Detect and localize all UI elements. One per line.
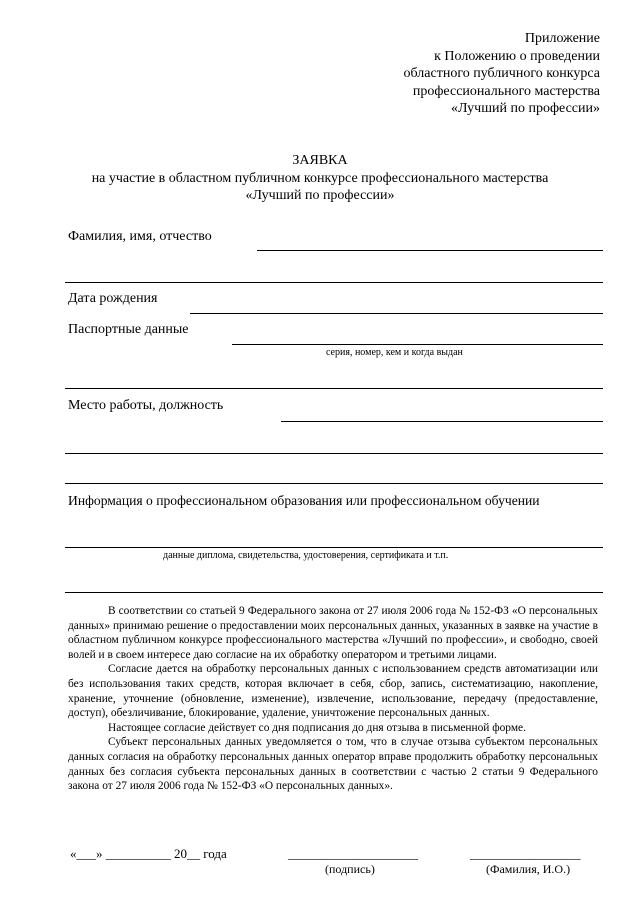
- appendix-line: профессионального мастерства: [412, 83, 600, 99]
- form-title: ЗАЯВКА: [292, 153, 348, 168]
- form-subtitle: на участие в областном публичном конкурсе профессионального мастерства: [91, 171, 549, 186]
- appendix-line: Приложение: [524, 31, 600, 46]
- education-label: Информация о профессиональном образования или профессиональном обучении: [68, 493, 540, 508]
- name-caption: (Фамилия, И.О.): [486, 862, 571, 876]
- full-name-label: Фамилия, имя, отчество: [68, 229, 212, 244]
- date-field[interactable]: «___» __________ 20__ года: [70, 846, 227, 861]
- consent-paragraph: Согласие дается на обработку персональных данных с использованием средств автоматизации или без использования таких средств, которая включает в себя, сбор, запись, систематизацию, накопление, хранение, уточнение (обновление, изменение), извлечение, использование, передачу (предоставление, доступ), обезличивание, блокирование, удаление, уничтожение персональных данных.: [68, 663, 598, 720]
- education-field[interactable]: [65, 547, 603, 548]
- consent-text: [68, 604, 598, 794]
- appendix-note: [280, 30, 600, 118]
- birth-date-field[interactable]: [190, 313, 603, 314]
- consent-paragraph: В соответствии со статьей 9 Федерального закона от 27 июля 2006 года № 152-ФЗ «О персональных данных» принимаю решение о предоставлении моих персональных данных, указанных в заявке на участие в областном публичном конкурсе профессионального мастерства «Лучший по профессии», и свободно, своей волей и в своем интересе даю согласие на их обработку оператором и третьими лицами.: [68, 605, 598, 661]
- appendix-line: «Лучший по профессии»: [451, 101, 600, 116]
- contest-name: «Лучший по профессии»: [245, 188, 395, 203]
- passport-field[interactable]: [232, 344, 603, 345]
- consent-paragraph: Настоящее согласие действует со дня подписания до дня отзыва в письменной форме.: [108, 721, 526, 734]
- birth-date-label: Дата рождения: [68, 291, 158, 306]
- signature-caption: (подпись): [325, 862, 375, 876]
- consent-paragraph: Субъект персональных данных уведомляется о том, что в случае отзыва субъектом персональных данных согласия на обработку персональных данных оператор вправе продолжить обработку персональных данных без согласия субъекта персональных данных в соответствии с частью 2 статьи 9 Федерального закона от 27 июля 2006 года № 152-ФЗ «О персональных данных».: [68, 736, 598, 793]
- full-name-field[interactable]: [257, 250, 603, 251]
- education-hint: данные диплома, свидетельства, удостоверения, сертификата и т.п.: [163, 550, 449, 561]
- passport-label: Паспортные данные: [68, 322, 189, 337]
- workplace-field-continuation[interactable]: [65, 453, 603, 454]
- signature-field[interactable]: ____________________: [288, 846, 418, 861]
- workplace-field[interactable]: [281, 421, 603, 422]
- full-name-field-continuation[interactable]: [65, 282, 603, 283]
- passport-field-continuation[interactable]: [65, 388, 603, 389]
- workplace-label: Место работы, должность: [68, 398, 224, 413]
- name-field[interactable]: _________________: [470, 846, 581, 861]
- appendix-line: областного публичного конкурса: [403, 66, 600, 81]
- education-field-continuation[interactable]: [65, 592, 603, 593]
- appendix-line: к Положению о проведении: [434, 48, 600, 64]
- workplace-field-continuation[interactable]: [65, 483, 603, 484]
- passport-hint: серия, номер, кем и когда выдан: [326, 347, 463, 358]
